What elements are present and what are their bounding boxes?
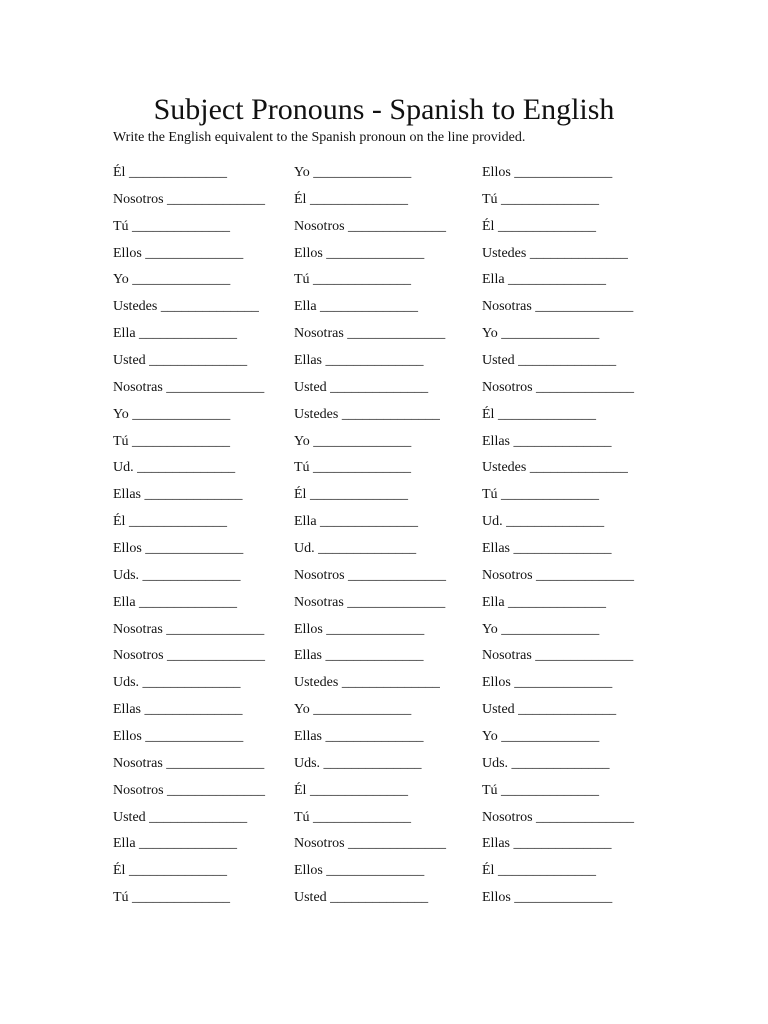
pronoun-item: Nosotros ______________ <box>294 218 447 234</box>
pronoun-item: Tú ______________ <box>113 218 231 234</box>
pronoun-column-2 <box>294 163 446 915</box>
pronoun-item: Nosotras ______________ <box>113 755 265 771</box>
pronoun-item: Ellas ______________ <box>482 836 612 852</box>
page-title: Subject Pronouns - Spanish to English <box>153 93 615 126</box>
pronoun-item: Ellas ______________ <box>482 541 612 557</box>
pronoun-item: Nosotras ______________ <box>294 594 446 610</box>
pronoun-item: Ellos ______________ <box>113 245 244 261</box>
pronoun-item: Él ______________ <box>294 782 408 798</box>
pronoun-item: Tú ______________ <box>294 272 412 288</box>
pronoun-item: Ustedes ______________ <box>294 675 440 691</box>
pronoun-item: Ellos ______________ <box>294 245 425 261</box>
pronoun-item: Usted ______________ <box>482 702 617 718</box>
pronoun-item: Ustedes ______________ <box>482 460 628 476</box>
pronoun-item: Nosotras ______________ <box>482 648 634 664</box>
pronoun-item: Él ______________ <box>113 165 227 180</box>
pronoun-item: Tú ______________ <box>482 487 600 503</box>
pronoun-item: Yo ______________ <box>113 272 231 288</box>
pronoun-item: Tú ______________ <box>113 890 231 906</box>
pronoun-item: Nosotros ______________ <box>113 648 266 664</box>
pronoun-item: Ellas ______________ <box>482 433 612 449</box>
pronoun-item: Uds. ______________ <box>482 755 610 771</box>
pronoun-item: Yo ______________ <box>482 621 600 637</box>
pronoun-item: Ustedes ______________ <box>482 245 628 261</box>
pronoun-item: Nosotros ______________ <box>113 191 266 207</box>
pronoun-item: Uds. ______________ <box>294 755 422 771</box>
pronoun-item: Yo ______________ <box>294 165 412 180</box>
pronoun-item: Usted ______________ <box>113 353 248 369</box>
pronoun-item: Ellas ______________ <box>294 353 424 369</box>
pronoun-item: Él ______________ <box>113 863 227 879</box>
pronoun-item: Yo ______________ <box>482 326 600 342</box>
pronoun-item: Ellos ______________ <box>113 729 244 745</box>
pronoun-item: Usted ______________ <box>482 353 617 369</box>
pronoun-item: Él ______________ <box>482 218 596 234</box>
pronoun-item: Nosotros ______________ <box>113 782 266 798</box>
pronoun-item: Ellas ______________ <box>294 648 424 664</box>
pronoun-item: Ella ______________ <box>294 514 419 530</box>
pronoun-item: Tú ______________ <box>482 191 600 207</box>
pronoun-item: Usted ______________ <box>294 890 429 906</box>
pronoun-item: Ellos ______________ <box>294 621 425 637</box>
pronoun-item: Nosotras ______________ <box>482 299 634 315</box>
pronoun-item: Ella ______________ <box>294 299 419 315</box>
pronoun-item: Nosotros ______________ <box>294 567 447 583</box>
pronoun-item: Yo ______________ <box>294 702 412 718</box>
pronoun-item: Ella ______________ <box>482 594 607 610</box>
pronoun-item: Ud. ______________ <box>482 514 605 530</box>
pronoun-item: Él ______________ <box>113 514 227 530</box>
pronoun-item: Él ______________ <box>294 487 408 503</box>
pronoun-item: Ella ______________ <box>113 326 238 342</box>
pronoun-item: Él ______________ <box>482 863 596 879</box>
pronoun-item: Ellos ______________ <box>482 165 613 180</box>
pronoun-item: Yo ______________ <box>482 729 600 745</box>
pronoun-item: Ustedes ______________ <box>294 406 440 422</box>
pronoun-item: Ud. ______________ <box>113 460 236 476</box>
pronoun-column-3 <box>482 163 634 915</box>
pronoun-item: Usted ______________ <box>294 379 429 395</box>
pronoun-item: Ellas ______________ <box>294 729 424 745</box>
pronoun-item: Nosotros ______________ <box>482 379 635 395</box>
pronoun-item: Nosotras ______________ <box>113 379 265 395</box>
pronoun-item: Tú ______________ <box>294 809 412 825</box>
pronoun-item: Yo ______________ <box>294 433 412 449</box>
pronoun-item: Tú ______________ <box>113 433 231 449</box>
pronoun-item: Ellos ______________ <box>482 675 613 691</box>
pronoun-item: Ellos ______________ <box>482 890 613 906</box>
pronoun-item: Ellos ______________ <box>294 863 425 879</box>
pronoun-item: Nosotros ______________ <box>294 836 447 852</box>
pronoun-item: Ud. ______________ <box>294 541 417 557</box>
pronoun-item: Usted ______________ <box>113 809 248 825</box>
pronoun-item: Ella ______________ <box>113 594 238 610</box>
pronoun-item: Ellos ______________ <box>113 541 244 557</box>
pronoun-item: Ella ______________ <box>482 272 607 288</box>
pronoun-item: Él ______________ <box>294 191 408 207</box>
pronoun-item: Ella ______________ <box>113 836 238 852</box>
pronoun-item: Nosotras ______________ <box>294 326 446 342</box>
pronoun-item: Yo ______________ <box>113 406 231 422</box>
pronoun-item: Ellas ______________ <box>113 487 243 503</box>
pronoun-item: Nosotros ______________ <box>482 809 635 825</box>
pronoun-item: Uds. ______________ <box>113 675 241 691</box>
pronoun-item: Él ______________ <box>482 406 596 422</box>
instructions: Write the English equivalent to the Spanish pronoun on the line provided. <box>113 130 526 145</box>
pronoun-item: Nosotras ______________ <box>113 621 265 637</box>
pronoun-item: Uds. ______________ <box>113 567 241 583</box>
pronoun-item: Nosotros ______________ <box>482 567 635 583</box>
pronoun-item: Ellas ______________ <box>113 702 243 718</box>
pronoun-item: Ustedes ______________ <box>113 299 259 315</box>
pronoun-item: Tú ______________ <box>294 460 412 476</box>
pronoun-column-1 <box>113 163 265 915</box>
pronoun-item: Tú ______________ <box>482 782 600 798</box>
